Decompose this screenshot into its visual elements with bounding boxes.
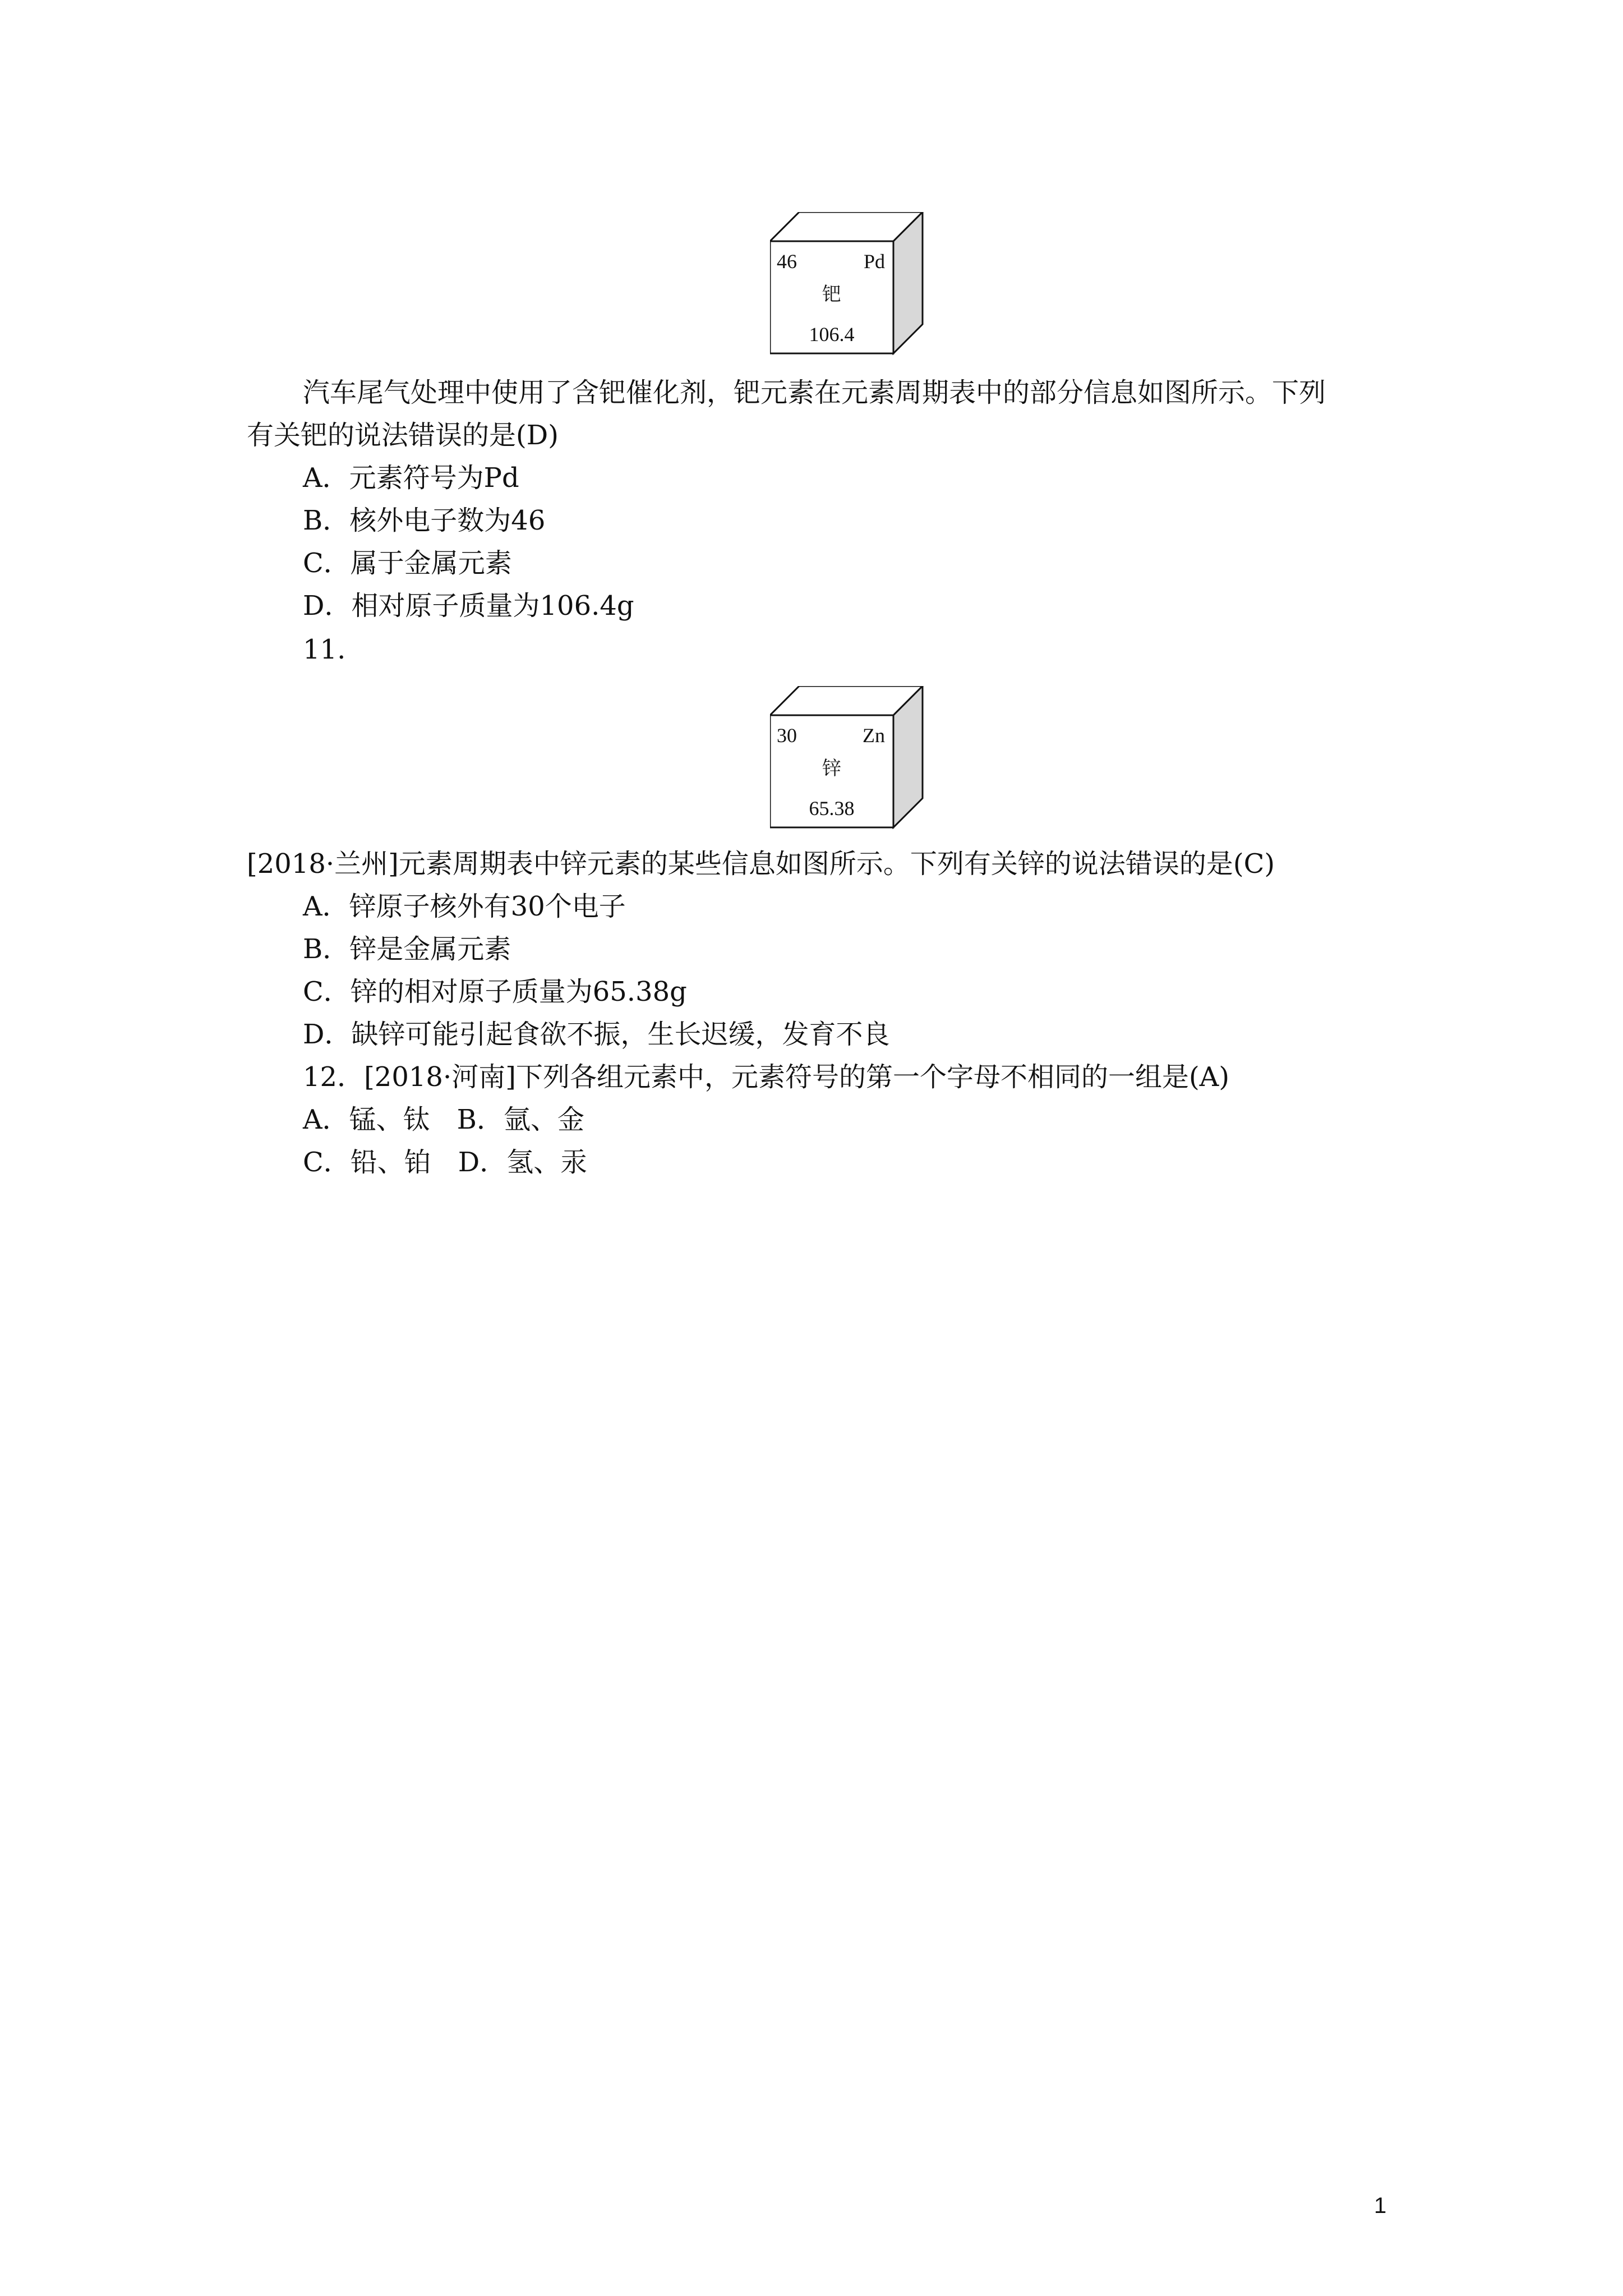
pd-atomic-number: 46: [777, 250, 797, 273]
pd-name: 钯: [822, 284, 841, 305]
q10-option-d: D．相对原子质量为106.4g: [303, 590, 634, 622]
q12-options-line2: C．铅、铂 D．氢、汞: [303, 1147, 588, 1178]
q11-option-c: C．锌的相对原子质量为65.38g: [303, 976, 687, 1007]
q10-stem-line1: 汽车尾气处理中使用了含钯催化剂，钯元素在元素周期表中的部分信息如图所示。下列: [303, 377, 1326, 408]
zn-name: 锌: [822, 758, 841, 779]
q10-option-c: C．属于金属元素: [303, 547, 512, 579]
pd-symbol: Pd: [863, 250, 885, 273]
q11-option-d: D．缺锌可能引起食欲不振，生长迟缓，发育不良: [303, 1019, 890, 1050]
q10-stem-line2: 有关钯的说法错误的是(D): [247, 420, 559, 451]
q11-number: 11.: [303, 634, 346, 665]
q10-option-a: A．元素符号为Pd: [303, 462, 519, 494]
page-number: 1: [1374, 2193, 1387, 2218]
pd-atomic-mass: 106.4: [809, 323, 855, 346]
q11-stem: [2018·兰州]元素周期表中锌元素的某些信息如图所示。下列有关锌的说法错误的是(C): [247, 848, 1275, 880]
zinc-cube-figure: [770, 686, 924, 829]
zn-atomic-number: 30: [777, 724, 797, 747]
q11-option-b: B．锌是金属元素: [303, 933, 511, 965]
zn-symbol: Zn: [863, 724, 885, 747]
q12-options-line1: A．锰、钛 B．氩、金: [303, 1104, 584, 1135]
q10-option-b: B．核外电子数为46: [303, 505, 546, 536]
palladium-element-cell: [770, 212, 924, 355]
zn-atomic-mass: 65.38: [809, 797, 855, 820]
zinc-element-cell: [770, 686, 924, 829]
q12-stem: 12．[2018·河南]下列各组元素中，元素符号的第一个字母不相同的一组是(A): [303, 1061, 1230, 1093]
q11-option-a: A．锌原子核外有30个电子: [303, 891, 626, 922]
palladium-cube-figure: [770, 212, 924, 355]
